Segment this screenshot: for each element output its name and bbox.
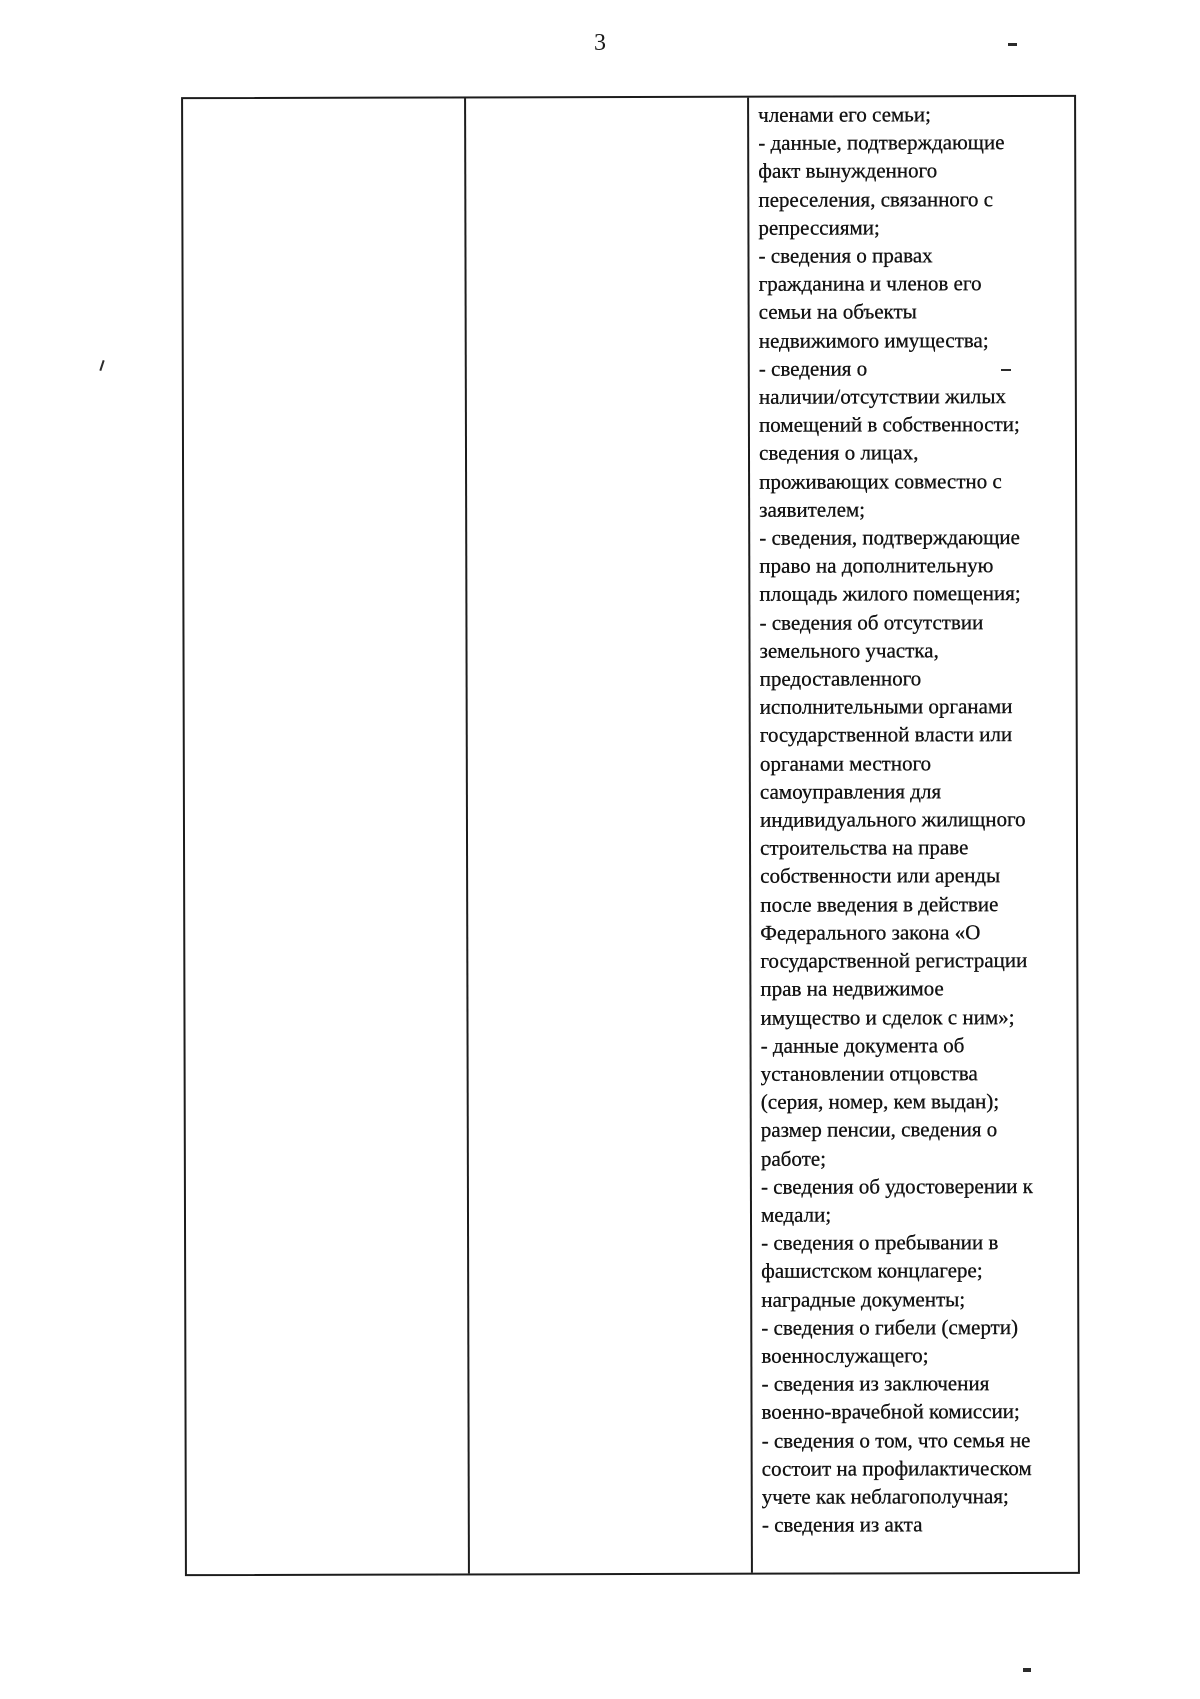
scan-artifact-dash-mid-right xyxy=(1001,369,1011,371)
scan-artifact-dash-top-right xyxy=(1008,43,1017,46)
table-cell-right xyxy=(749,97,1078,1573)
table-cell-middle xyxy=(466,98,753,1574)
table-cell-left-text xyxy=(183,98,464,102)
scan-artifact-tick-left xyxy=(99,360,104,371)
table-cell-middle-text xyxy=(466,98,747,102)
table-cell-right-text: членами его семьи; - данные, подтверждающие факт вынужденного переселения, связанного с репрессиями; - сведения о правах гражданина и членов его семьи на объекты недвижимого имущества; - сведения о наличии/отсутствии жилых помещений в собственности; сведения о лицах, проживающих совместно с заявителем; - сведения, подтверждающие право на дополнительную площадь жилого помещения; - сведения об отсутствии земельного участка, предоставленного исполнительными органами государственной власти или органами местного самоуправления для индивидуального жилищного строительства на праве собственности или аренды после введения в действие Федерального закона «О государственной регистрации прав на недвижимое имущество и сделок с ним»; - данные документа об установлении отцовства (серия, номер, кем выдан); размер пенсии, сведения о работе; - сведения об удостоверении к медали; - сведения о пребывании в фашистском концлагере; наградные документы; - сведения о гибели (смерти) военнослужащего; - сведения из заключения военно-врачебной комиссии; - сведения о том, что семья не состоит на профилактическом учете как неблагополучная; - сведения из акта xyxy=(758,102,1033,1537)
page-number: 3 xyxy=(594,30,606,56)
document-table xyxy=(181,95,1080,1576)
scan-artifact-mark-bottom-right xyxy=(1023,1668,1031,1672)
table-cell-left xyxy=(183,98,470,1574)
